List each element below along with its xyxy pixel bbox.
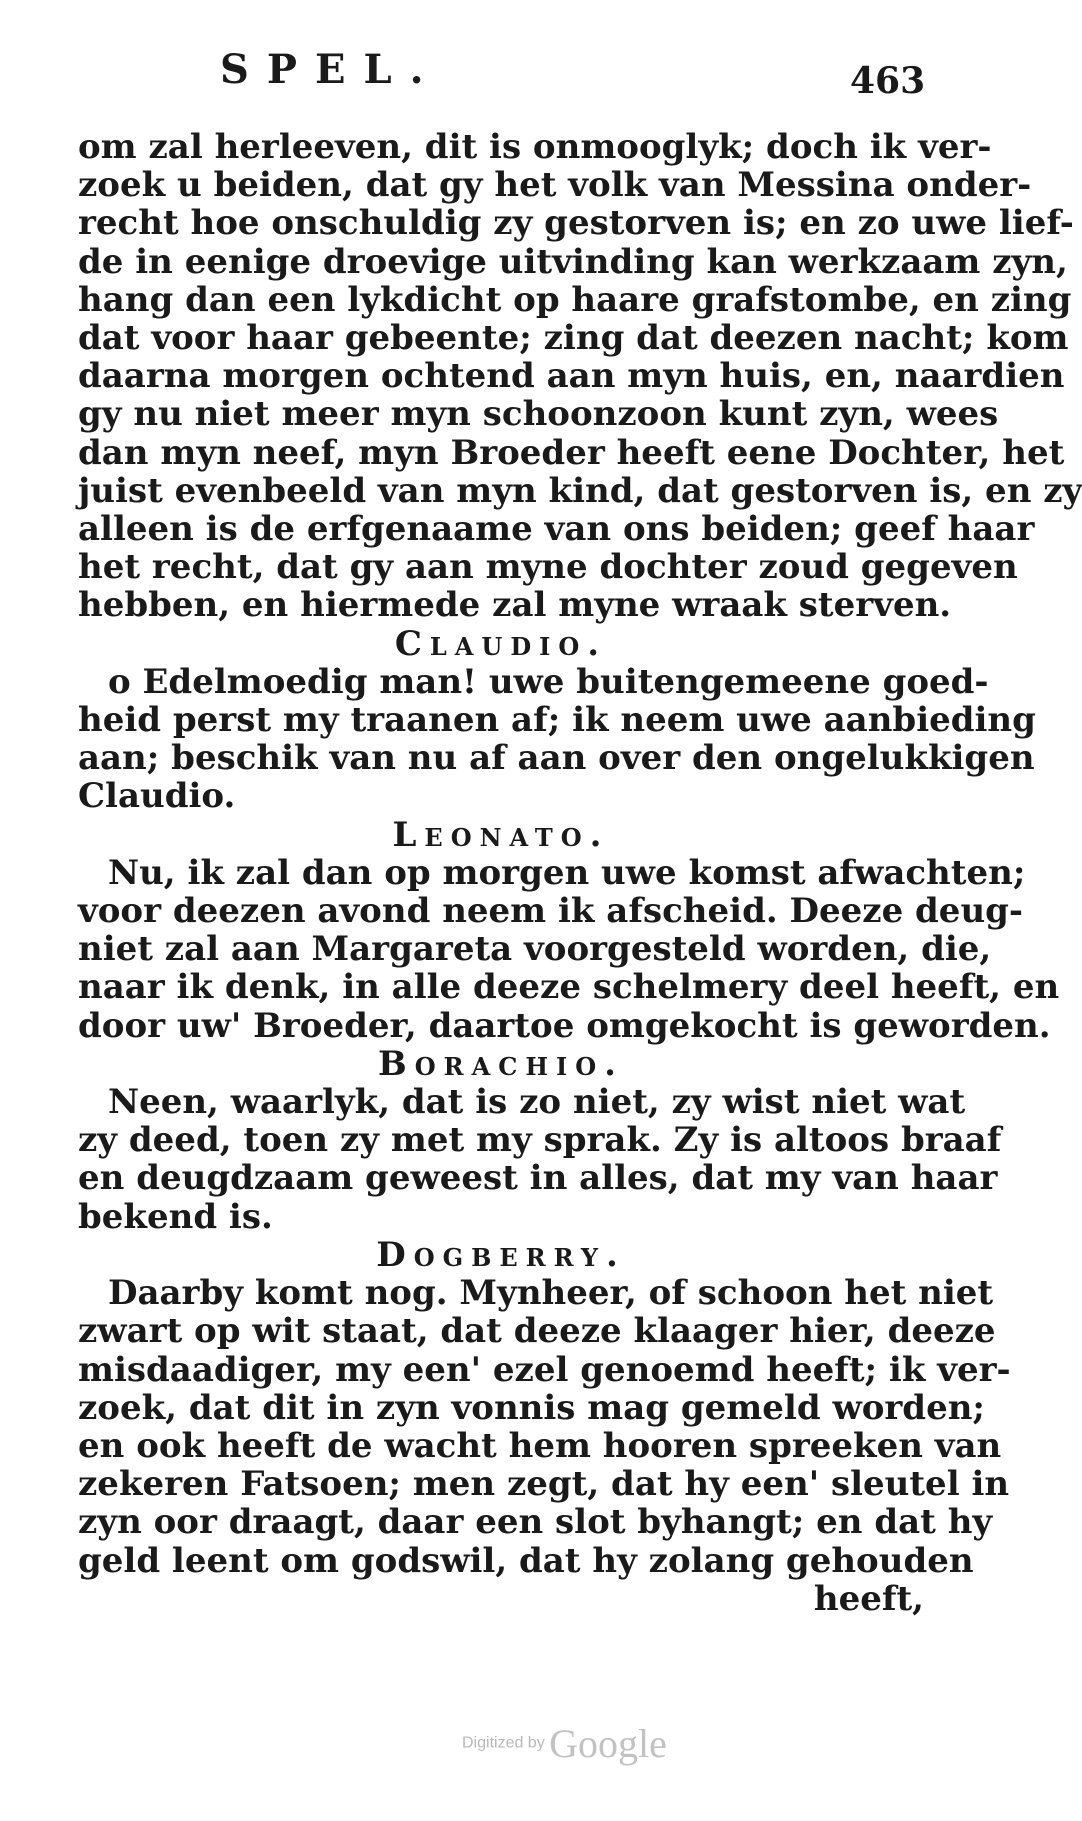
speaker-name: Dogberry. [376, 1234, 626, 1275]
text-line: naar ik denk, in alle deeze schelmery deel heeft, en [78, 967, 1060, 1008]
text-line: misdaadiger, my een' ezel genoemd heeft; ik ver- [78, 1349, 1011, 1390]
text-line: zoek u beiden, dat gy het volk van Messina onder- [78, 165, 1032, 206]
text-line: bekend is. [78, 1196, 273, 1237]
text-line: de in eenige droevige uitvinding kan werkzaam zyn, [78, 241, 1068, 282]
text-line: door uw' Broeder, daartoe omgekocht is geworden. [78, 1005, 1051, 1046]
text-line: aan; beschik van nu af aan over den ongelukkigen [78, 738, 1035, 779]
text-line: Neen, waarlyk, dat is zo niet, zy wist niet wat [108, 1082, 966, 1123]
text-line: en ook heeft de wacht hem hooren spreeken van [78, 1425, 1002, 1466]
text-line: om zal herleeven, dit is onmooglyk; doch ik ver- [78, 127, 992, 167]
text-line: geld leent om godswil, dat hy zolang gehouden [78, 1540, 974, 1581]
text-line: gy nu niet meer myn schoonzoon kunt zyn, wees [78, 394, 999, 435]
speaker-name: Leonato. [392, 814, 610, 855]
text-line: voor deezen avond neem ik afscheid. Deeze deug- [78, 891, 1024, 932]
text-line: hebben, en hiermede zal myne wraak sterven. [78, 585, 952, 626]
text-line: o Edelmoedig man! uwe buitengemeene goed- [108, 661, 989, 702]
text-line: zwart op wit staat, dat deeze klaager hier, deeze [78, 1311, 996, 1352]
text-line: zoek, dat dit in zyn vonnis mag gemeld worden; [78, 1387, 985, 1428]
speaker-name: Borachio. [378, 1043, 624, 1084]
text-line: zy deed, toen zy met my sprak. Zy is altoos braaf [78, 1120, 1002, 1161]
text-line: alleen is de erfgenaame van ons beiden; geef haar [78, 509, 1035, 550]
digitized-watermark [462, 1720, 667, 1767]
page-body [78, 127, 1082, 1619]
text-line: Claudio. [78, 776, 236, 817]
text-line: zyn oor draagt, daar een slot byhangt; en dat hy [78, 1502, 993, 1543]
google-logo: Google [549, 1721, 667, 1766]
digitized-by-label: Digitized by [462, 1734, 545, 1752]
text-line: Daarby komt nog. Mynheer, of schoon het niet [108, 1273, 994, 1314]
text-line: Nu, ik zal dan op morgen uwe komst afwachten; [108, 852, 1026, 893]
text-line: heid perst my traanen af; ik neem uwe aanbieding [78, 700, 1036, 741]
catchword: heeft, [813, 1578, 924, 1619]
text-line: daarna morgen ochtend aan myn huis, en, naardien [78, 356, 1065, 397]
text-line: het recht, dat gy aan myne dochter zoud gegeven [78, 547, 1018, 588]
text-line: recht hoe onschuldig zy gestorven is; en zo uwe lief- [78, 203, 1074, 244]
text-line: hang dan een lykdicht op haare grafstombe, en zing [78, 279, 1072, 320]
text-line: zekeren Fatsoen; men zegt, dat hy een' sleutel in [78, 1464, 1010, 1505]
text-line: niet zal aan Margareta voorgesteld worden, die, [78, 929, 992, 970]
speaker-name: Claudio. [394, 623, 608, 664]
text-line: dan myn neef, myn Broeder heeft eene Dochter, het [78, 432, 1065, 473]
page-number: 463 [850, 60, 926, 102]
text-line: en deugdzaam geweest in alles, dat my van haar [78, 1158, 998, 1199]
text-line: juist evenbeeld van myn kind, dat gestorven is, en zy [78, 470, 1082, 511]
text-line: dat voor haar gebeente; zing dat deezen nacht; kom [78, 318, 1069, 359]
running-head: SPEL. [220, 46, 442, 93]
